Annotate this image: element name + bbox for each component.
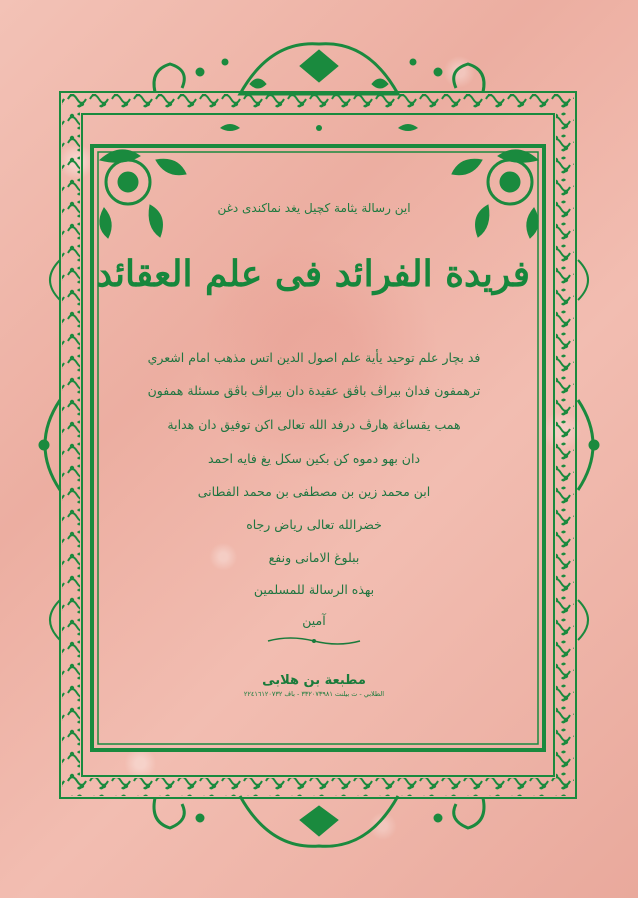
- corner-arabesque-top-right: [452, 150, 538, 238]
- publisher-name: مطبعة بن هلابى: [262, 673, 366, 688]
- title-block: [98, 253, 530, 295]
- body-line-3: همب يقساغة هارڤ درفد الله تعالى اكن توفيق دان هداية: [167, 417, 461, 432]
- book-title: فريدة الفرائد فى علم العقائد: [96, 253, 530, 295]
- publisher-block: [98, 669, 530, 698]
- bottom-ornament: [154, 796, 484, 846]
- body-line-6: خضرالله تعالى رياض رجاه: [246, 517, 382, 532]
- publisher-address: الطلابي - ت بيلنت ٣٣٢٠٧٣٩٨١ - باڤ ٢٢٤١٦١٢٠٧٣٢: [243, 690, 385, 698]
- intro-note: اين رسالة يثامة كچيل يغد نماكندى دغن: [217, 201, 411, 215]
- header-flourish: [220, 124, 418, 131]
- body-line-5: ابن محمد زين بن مصطفى بن محمد الفطانى: [197, 484, 431, 499]
- body-line-1: فد بچار علم توحيد يأية علم اصول الدين اتس مذهب امام اشعري: [147, 350, 481, 365]
- top-crown-ornament: [154, 44, 484, 94]
- body-line-8: بهذه الرسالة للمسلمين: [253, 582, 375, 597]
- ornamental-divider: [266, 635, 362, 647]
- corner-arabesque-top-left: [100, 150, 186, 238]
- body-line-9: آمين: [302, 613, 326, 628]
- body-line-2: ترهمفون فداڽ بيراڤ باڤق عقيدة دان بيراڤ باڤق مسئلة همفون: [147, 383, 481, 398]
- body-line-4: دان بهو دموه كن بكين سكل يغ فايه احمد: [207, 451, 421, 466]
- body-line-7: ببلوغ الامانى ونفع: [268, 550, 360, 565]
